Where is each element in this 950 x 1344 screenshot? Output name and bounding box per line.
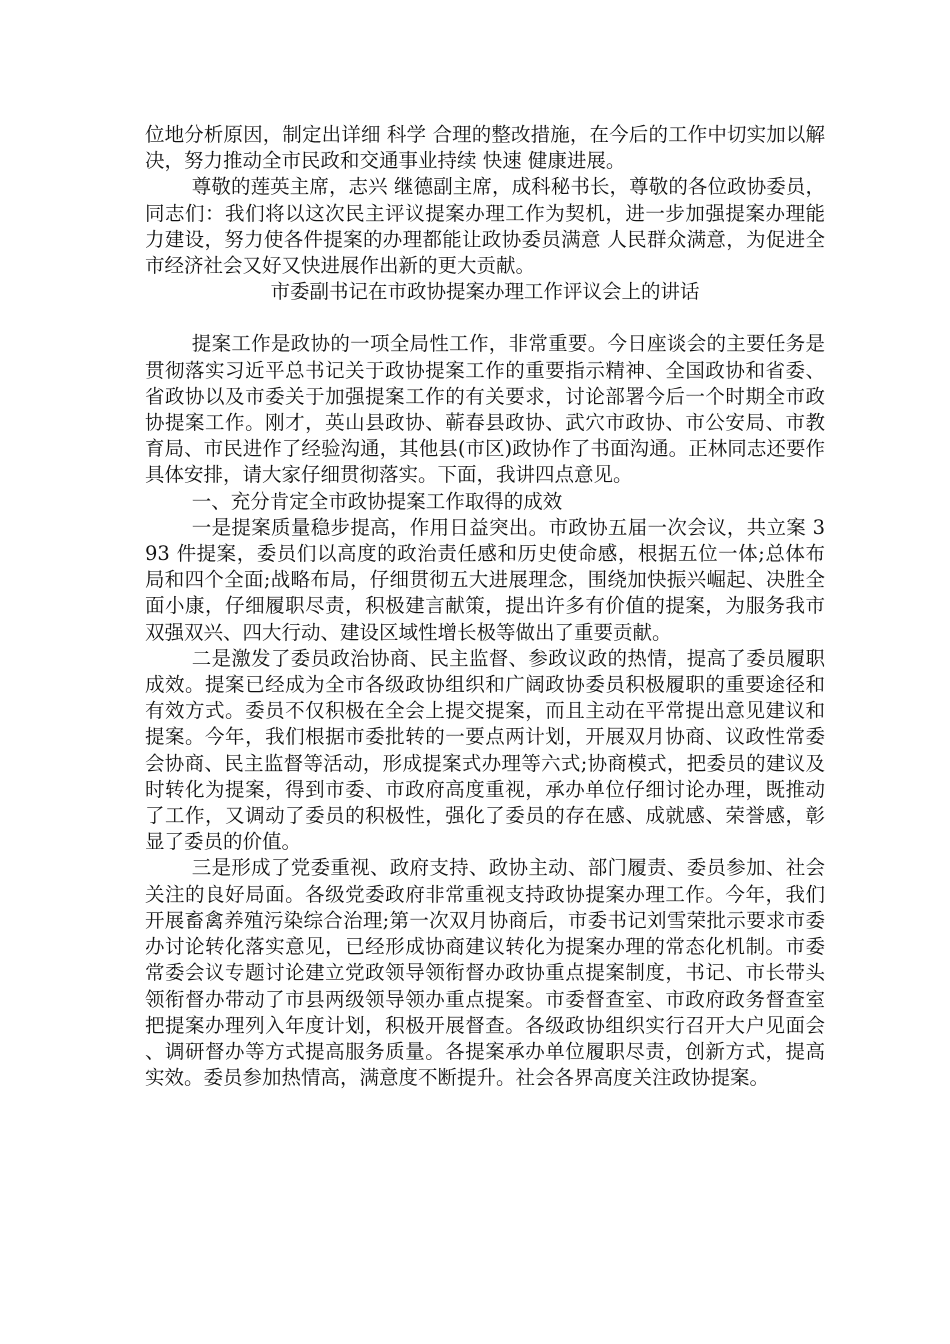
- paragraph-point-three: 三是形成了党委重视、政府支持、政协主动、部门履责、委员参加、社会关注的良好局面。各级党委政府非常重视支持政协提案办理工作。今年，我们开展畜禽养殖污染综合治理;第一次双月协商后，市委书记刘雪荣批示要求市委办讨论转化落实意见，已经形成协商建议转化为提案办理的常态化机制。市委常委会议专题讨论建立党政领导领衔督办政协重点提案制度，书记、市长带头领衔督办带动了市县两级领导领办重点提案。市委督查室、市政府政务督查室把提案办理列入年度计划，积极开展督查。各级政协组织实行召开大户见面会、调研督办等方式提高服务质量。各提案承办单位履职尽责，创新方式，提高实效。委员参加热情高，满意度不断提升。社会各界高度关注政协提案。: [145, 856, 825, 1090]
- section-heading-one: 一、充分肯定全市政协提案工作取得的成效: [191, 489, 563, 513]
- paragraph-point-one: 一是提案质量稳步提高，作用日益突出。市政协五届一次会议，共立案 393 件提案，委员们以高度的政治责任感和历史使命感，根据五位一体;总体布局和四个全面;战略布局，仔细贯彻五大进展理念，围绕加快振兴崛起、决胜全面小康，仔细履职尽责，积极建言献策，提出许多有价值的提案，为服务我市双强双兴、四大行动、建设区域性增长极等做出了重要贡献。: [145, 515, 825, 644]
- paragraph-point-two: 二是激发了委员政治协商、民主监督、参政议政的热情，提高了委员履职成效。提案已经成为全市各级政协组织和广阔政协委员积极履职的重要途径和有效方式。委员不仅积极在全会上提交提案，而且主动在平常提出意见建议和提案。今年，我们根据市委批转的一要点两计划，开展双月协商、议政性常委会协商、民主监督等活动，形成提案式办理等六式;协商模式，把委员的建议及时转化为提案，得到市委、市政府高度重视，承办单位仔细讨论办理，既推动了工作，又调动了委员的积极性，强化了委员的存在感、成就感、荣誉感，彰显了委员的价值。: [145, 646, 825, 854]
- speech-title: 市委副书记在市政协提案办理工作评议会上的讲话: [270, 280, 700, 304]
- blank-line: [145, 305, 825, 331]
- paragraph-closing-continuation: 位地分析原因，制定出详细 科学 合理的整改措施，在今后的工作中切实加以解决，努力推动全市民政和交通事业持续 快速 健康进展。: [145, 123, 825, 173]
- paragraph-intro: 提案工作是政协的一项全局性工作，非常重要。今日座谈会的主要任务是贯彻落实习近平总书记关于政协提案工作的重要指示精神、全国政协和省委、省政协以及市委关于加强提案工作的有关要求，讨论部署今后一个时期全市政协提案工作。刚才，英山县政协、蕲春县政协、武穴市政协、市公安局、市教育局、市民进作了经验沟通，其他县(市区)政协作了书面沟通。正林同志还要作具体安排，请大家仔细贯彻落实。下面，我讲四点意见。: [145, 332, 825, 487]
- paragraph-closing-address: 尊敬的莲英主席，志兴 继德副主席，成科秘书长，尊敬的各位政协委员，同志们：我们将以这次民主评议提案办理工作为契机，进一步加强提案办理能力建设，努力使各件提案的办理都能让政协委员满意 人民群众满意，为促进全市经济社会又好又快进展作出新的更大贡献。: [145, 175, 825, 278]
- document-page: [145, 122, 825, 1091]
